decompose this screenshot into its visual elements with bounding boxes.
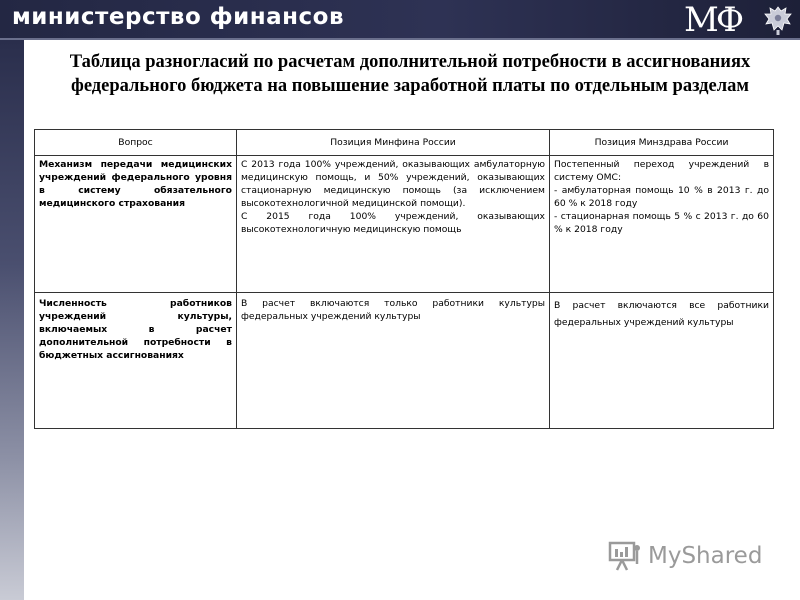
myshared-watermark xyxy=(608,536,762,576)
table-header-row xyxy=(35,130,774,156)
disagreement-table xyxy=(34,129,774,429)
minzdrav-paragraph: - стационарная помощь 5 % с 2013 г. до 60 % к 2018 году xyxy=(554,211,769,235)
minfin-cell: В расчет включаются только работники культуры федеральных учреждений культуры xyxy=(237,293,550,429)
minfin-cell xyxy=(237,156,550,293)
minfin-paragraph: С 2015 года 100% учреждений, оказывающих высокотехнологичную медицинскую помощь xyxy=(241,211,545,235)
minfin-paragraph: С 2013 года 100% учреждений, оказывающих амбулаторную медицинскую помощь, и 50% учреждений, оказывающих стационарную медицинскую помощь (за исключением высокотехнологичной медицинской помощи). xyxy=(241,159,545,209)
header-minfin: Позиция Минфина России xyxy=(237,130,550,156)
header-minzdrav: Позиция Минздрава России xyxy=(550,130,774,156)
page-title-line1: Таблица разногласий по расчетам дополнительной потребности в ассигнованиях xyxy=(69,52,751,72)
page-title-line2: федерального бюджета на повышение заработной платы по отдельным разделам xyxy=(71,76,749,96)
eagle-emblem-icon xyxy=(762,3,794,37)
minzdrav-cell xyxy=(550,156,774,293)
page-title xyxy=(30,50,790,98)
minzdrav-paragraph: Постепенный переход учреждений в систему ОМС: xyxy=(554,159,769,183)
ministry-logo: МФ xyxy=(684,0,742,40)
header-question: Вопрос xyxy=(35,130,237,156)
question-cell: Механизм передачи медицинских учреждений федерального уровня в систему обязательного медицинского страхования xyxy=(35,156,237,293)
watermark-text: MyShared xyxy=(648,543,763,569)
minzdrav-cell: В расчет включаются все работники федеральных учреждений культуры xyxy=(550,293,774,429)
side-stripe xyxy=(0,40,24,600)
table-row xyxy=(35,156,774,293)
header-banner xyxy=(0,0,800,40)
question-cell: Численность работников учреждений культуры, включаемых в расчет дополнительной потребности в бюджетных ассигнованиях xyxy=(35,293,237,429)
presentation-board-icon xyxy=(608,540,642,572)
ministry-title: министерство финансов xyxy=(12,4,345,30)
minzdrav-paragraph: - амбулаторная помощь 10 % в 2013 г. до 60 % к 2018 году xyxy=(554,185,769,209)
table-row xyxy=(35,293,774,429)
